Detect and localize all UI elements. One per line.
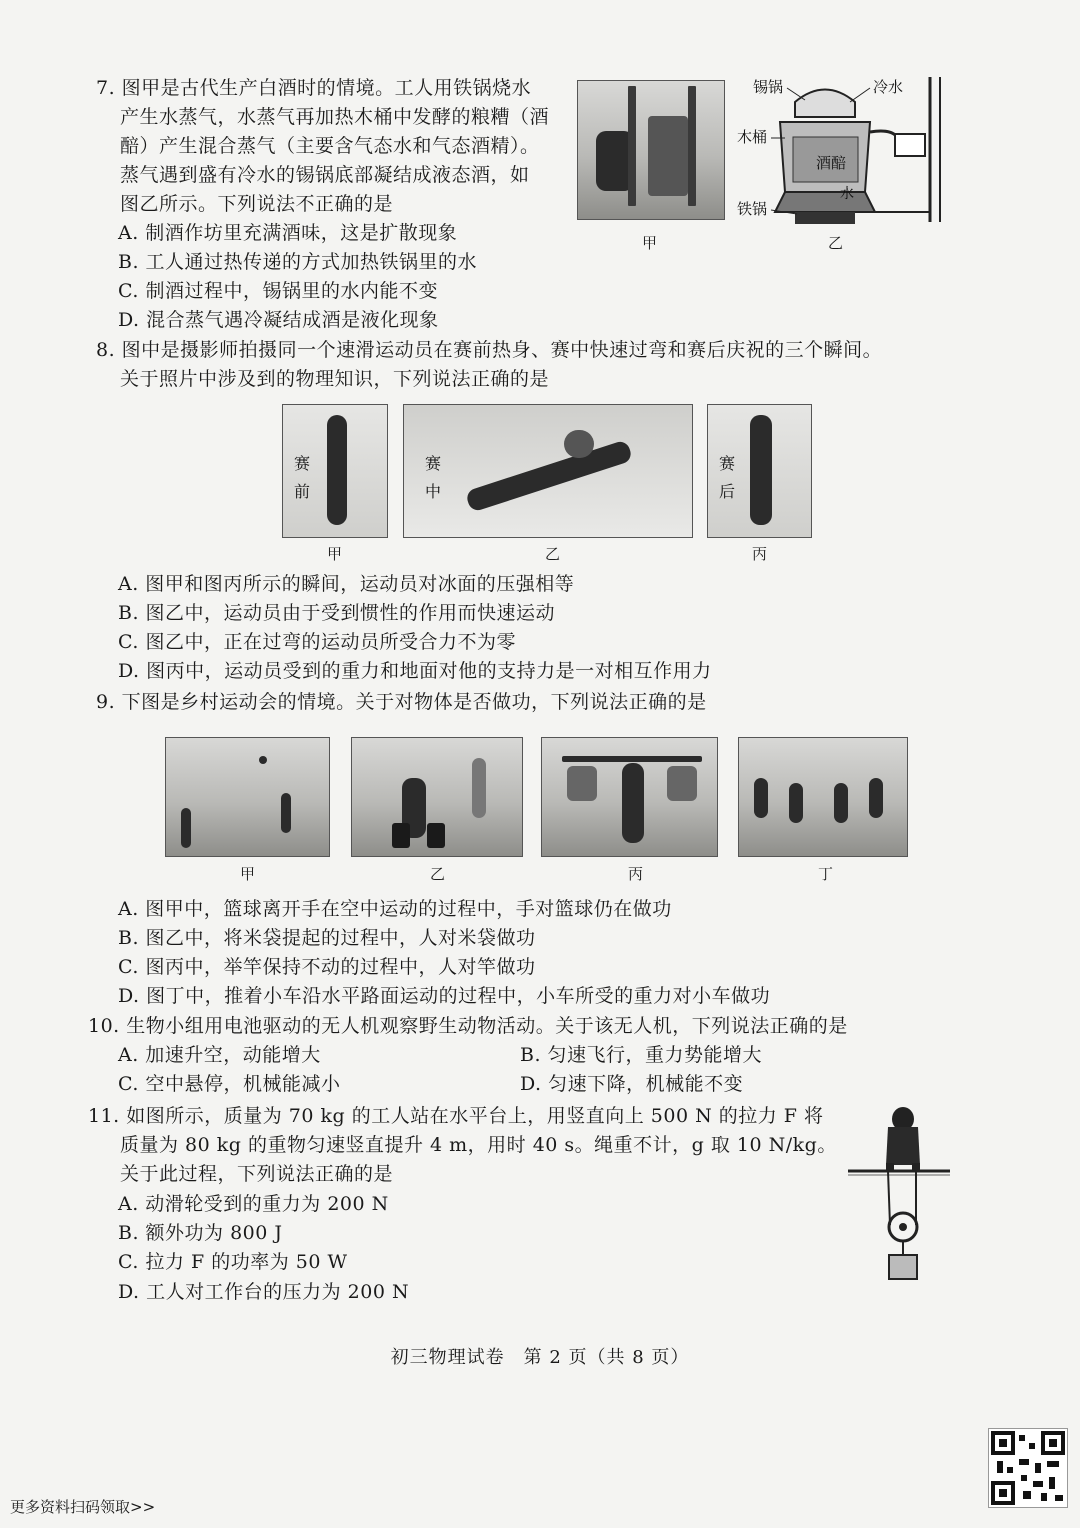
- q7-fig-b-caption: 乙: [828, 234, 844, 252]
- q7-option-a: A. 制酒作坊里充满酒味，这是扩散现象: [118, 222, 458, 244]
- q8-tag-during-2: 中: [424, 482, 441, 501]
- q10-option-a: A. 加速升空，动能增大: [118, 1044, 321, 1066]
- q8-photo-during-race: [403, 404, 693, 538]
- q9-photo-a-caption: 甲: [240, 865, 256, 883]
- q9-stem: 9. 下图是乡村运动会的情境。关于对物体是否做功，下列说法正确的是: [96, 691, 707, 713]
- q8-tag-before-1: 赛: [293, 454, 310, 473]
- q11-pulley-diagram: [848, 1105, 950, 1285]
- q11-option-b: B. 额外功为 800 J: [118, 1222, 283, 1244]
- q7-label-barrel: 木桶: [737, 128, 768, 146]
- q8-option-c: C. 图乙中，正在过弯的运动员所受合力不为零: [118, 631, 516, 653]
- q7-distillation-diagram: [735, 72, 945, 237]
- q9-option-b: B. 图乙中，将米袋提起的过程中，人对米袋做功: [118, 927, 536, 949]
- q11-option-c: C. 拉力 F 的功率为 50 W: [118, 1251, 348, 1273]
- q11-stem-line-2: 质量为 80 kg 的重物匀速竖直提升 4 m，用时 40 s。绳重不计，g 取 10 N/kg。: [120, 1134, 837, 1156]
- q7-option-d: D. 混合蒸气遇冷凝结成酒是液化现象: [118, 309, 439, 331]
- q9-photo-cart-push: [738, 737, 908, 857]
- q10-stem: 10. 生物小组用电池驱动的无人机观察野生动物活动。关于该无人机，下列说法正确的是: [88, 1015, 848, 1037]
- q8-option-d: D. 图丙中，运动员受到的重力和地面对他的支持力是一对相互作用力: [118, 660, 712, 682]
- q7-photo-distillery: [577, 80, 725, 220]
- q8-tag-after-2: 后: [718, 482, 735, 501]
- q8-photo-before-race: [282, 404, 388, 538]
- q9-photo-rice-bag: [351, 737, 523, 857]
- q9-photo-basketball: [165, 737, 330, 857]
- q8-photo-a-caption: 甲: [327, 545, 343, 563]
- q8-option-a: A. 图甲和图丙所示的瞬间，运动员对冰面的压强相等: [118, 573, 575, 595]
- q7-label-iron-pot: 铁锅: [737, 200, 768, 218]
- qr-code: [988, 1428, 1068, 1508]
- q7-option-c: C. 制酒过程中，锡锅里的水内能不变: [118, 280, 438, 302]
- q9-photo-pole-lift: [541, 737, 718, 857]
- q7-stem-line-4: 蒸气遇到盛有冷水的锡锅底部凝结成液态酒，如: [120, 164, 530, 186]
- more-resources-link[interactable]: 更多资料扫码领取>>: [10, 1498, 156, 1516]
- q8-tag-during-1: 赛: [424, 454, 441, 473]
- q8-tag-before-2: 前: [293, 482, 310, 501]
- q8-photo-after-race: [707, 404, 812, 538]
- q9-photo-d-caption: 丁: [818, 865, 834, 883]
- q8-photo-c-caption: 丙: [752, 545, 768, 563]
- q10-option-b: B. 匀速飞行，重力势能增大: [520, 1044, 763, 1066]
- q7-stem-line-2: 产生水蒸气，水蒸气再加热木桶中发酵的粮糟（酒: [120, 106, 550, 128]
- q7-label-mash: 酒醅: [815, 154, 847, 172]
- q7-label-tin-pot: 锡锅: [753, 78, 784, 96]
- q7-label-water: 水: [840, 186, 854, 202]
- q9-option-d: D. 图丁中，推着小车沿水平路面运动的过程中，小车所受的重力对小车做功: [118, 985, 771, 1007]
- q7-label-cold-water: 冷水: [873, 78, 904, 96]
- q9-photo-c-caption: 丙: [628, 865, 644, 883]
- q9-photo-b-caption: 乙: [430, 865, 446, 883]
- q11-stem-line-3: 关于此过程，下列说法正确的是: [120, 1163, 394, 1185]
- q10-option-d: D. 匀速下降，机械能不变: [520, 1073, 744, 1095]
- q8-stem-line-2: 关于照片中涉及到的物理知识，下列说法正确的是: [120, 368, 550, 390]
- q11-option-d: D. 工人对工作台的压力为 200 N: [118, 1281, 410, 1303]
- q8-tag-after-1: 赛: [718, 454, 735, 473]
- q8-photo-b-caption: 乙: [545, 545, 561, 563]
- q9-option-a: A. 图甲中，篮球离开手在空中运动的过程中，手对篮球仍在做功: [118, 898, 672, 920]
- q8-stem-line-1: 8. 图中是摄影师拍摄同一个速滑运动员在赛前热身、赛中快速过弯和赛后庆祝的三个瞬间。: [96, 339, 883, 361]
- page-footer: 初三物理试卷 第 2 页（共 8 页）: [390, 1347, 690, 1368]
- q11-stem-line-1: 11. 如图所示，质量为 70 kg 的工人站在水平台上，用竖直向上 500 N 的拉力 F 将: [88, 1105, 824, 1127]
- q10-option-c: C. 空中悬停，机械能减小: [118, 1073, 341, 1095]
- q7-stem-line-3: 醅）产生混合蒸气（主要含气态水和气态酒精）。: [120, 135, 540, 157]
- q8-option-b: B. 图乙中，运动员由于受到惯性的作用而快速运动: [118, 602, 556, 624]
- q7-stem-line-1: 7. 图甲是古代生产白酒时的情境。工人用铁锅烧水: [96, 77, 532, 99]
- q9-option-c: C. 图丙中，举竿保持不动的过程中，人对竿做功: [118, 956, 536, 978]
- q11-option-a: A. 动滑轮受到的重力为 200 N: [118, 1193, 389, 1215]
- q7-option-b: B. 工人通过热传递的方式加热铁锅里的水: [118, 251, 478, 273]
- q7-stem-line-5: 图乙所示。下列说法不正确的是: [120, 193, 394, 215]
- q7-fig-a-caption: 甲: [642, 234, 658, 252]
